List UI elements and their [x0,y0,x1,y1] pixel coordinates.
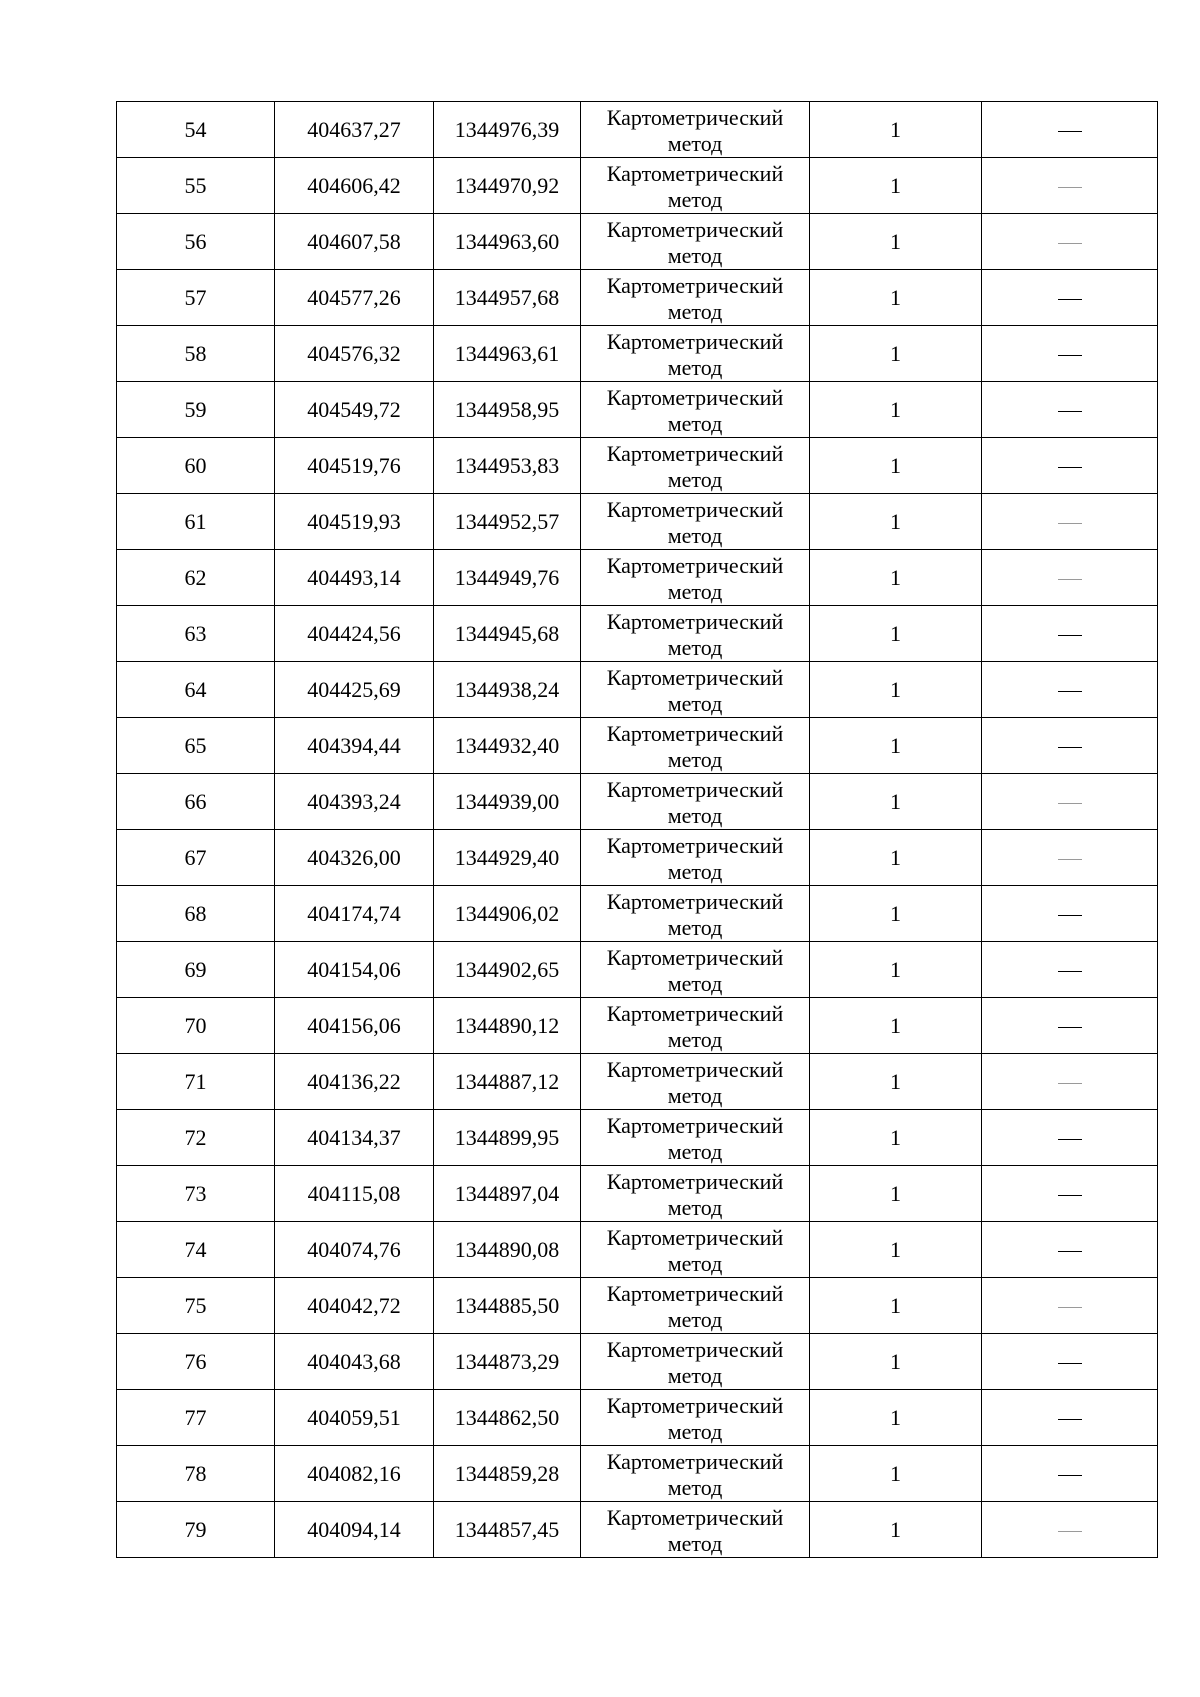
point-number-cell: 55 [117,158,275,214]
x-coordinate-cell: 404607,58 [275,214,434,270]
point-number-cell: 73 [117,1166,275,1222]
dash-mark [1058,467,1082,468]
x-coordinate-cell: 404074,76 [275,1222,434,1278]
dash-mark [1058,523,1082,524]
table-row [117,550,1158,606]
dash-mark [1058,1363,1082,1364]
accuracy-cell: 1 [810,326,982,382]
note-cell [982,942,1158,998]
note-cell [982,1502,1158,1558]
method-cell: Картометрический метод [581,1502,810,1558]
dash-mark [1058,915,1082,916]
accuracy-cell: 1 [810,886,982,942]
accuracy-cell: 1 [810,1334,982,1390]
method-cell: Картометрический метод [581,774,810,830]
dash-mark [1058,1083,1082,1084]
method-cell: Картометрический метод [581,718,810,774]
dash-mark [1058,1531,1082,1532]
note-cell [982,1390,1158,1446]
dash-mark [1058,299,1082,300]
note-cell [982,1166,1158,1222]
coordinates-table-body [117,102,1158,1558]
y-coordinate-cell: 1344963,61 [434,326,581,382]
note-cell [982,1054,1158,1110]
x-coordinate-cell: 404424,56 [275,606,434,662]
table-row [117,998,1158,1054]
y-coordinate-cell: 1344897,04 [434,1166,581,1222]
y-coordinate-cell: 1344929,40 [434,830,581,886]
method-cell: Картометрический метод [581,550,810,606]
dash-mark [1058,355,1082,356]
dash-mark [1058,691,1082,692]
accuracy-cell: 1 [810,158,982,214]
table-row [117,1054,1158,1110]
method-cell: Картометрический метод [581,1390,810,1446]
table-row [117,1502,1158,1558]
note-cell [982,270,1158,326]
point-number-cell: 69 [117,942,275,998]
note-cell [982,998,1158,1054]
y-coordinate-cell: 1344906,02 [434,886,581,942]
accuracy-cell: 1 [810,438,982,494]
method-cell: Картометрический метод [581,1054,810,1110]
dash-mark [1058,747,1082,748]
accuracy-cell: 1 [810,774,982,830]
method-cell: Картометрический метод [581,270,810,326]
method-cell: Картометрический метод [581,1166,810,1222]
point-number-cell: 56 [117,214,275,270]
table-row [117,382,1158,438]
x-coordinate-cell: 404136,22 [275,1054,434,1110]
point-number-cell: 72 [117,1110,275,1166]
x-coordinate-cell: 404042,72 [275,1278,434,1334]
y-coordinate-cell: 1344963,60 [434,214,581,270]
accuracy-cell: 1 [810,102,982,158]
x-coordinate-cell: 404576,32 [275,326,434,382]
x-coordinate-cell: 404156,06 [275,998,434,1054]
y-coordinate-cell: 1344932,40 [434,718,581,774]
y-coordinate-cell: 1344873,29 [434,1334,581,1390]
table-row [117,1222,1158,1278]
y-coordinate-cell: 1344938,24 [434,662,581,718]
method-cell: Картометрический метод [581,102,810,158]
y-coordinate-cell: 1344890,08 [434,1222,581,1278]
y-coordinate-cell: 1344902,65 [434,942,581,998]
x-coordinate-cell: 404094,14 [275,1502,434,1558]
y-coordinate-cell: 1344939,00 [434,774,581,830]
table-row [117,1390,1158,1446]
y-coordinate-cell: 1344857,45 [434,1502,581,1558]
x-coordinate-cell: 404134,37 [275,1110,434,1166]
table-row [117,942,1158,998]
y-coordinate-cell: 1344952,57 [434,494,581,550]
x-coordinate-cell: 404519,93 [275,494,434,550]
dash-mark [1058,187,1082,188]
method-cell: Картометрический метод [581,1110,810,1166]
accuracy-cell: 1 [810,270,982,326]
table-row [117,326,1158,382]
accuracy-cell: 1 [810,830,982,886]
method-cell: Картометрический метод [581,494,810,550]
x-coordinate-cell: 404043,68 [275,1334,434,1390]
y-coordinate-cell: 1344958,95 [434,382,581,438]
table-row [117,830,1158,886]
note-cell [982,1334,1158,1390]
x-coordinate-cell: 404326,00 [275,830,434,886]
accuracy-cell: 1 [810,1110,982,1166]
method-cell: Картометрический метод [581,382,810,438]
note-cell [982,606,1158,662]
point-number-cell: 75 [117,1278,275,1334]
method-cell: Картометрический метод [581,438,810,494]
dash-mark [1058,1139,1082,1140]
accuracy-cell: 1 [810,494,982,550]
y-coordinate-cell: 1344890,12 [434,998,581,1054]
note-cell [982,662,1158,718]
note-cell [982,102,1158,158]
method-cell: Картометрический метод [581,1222,810,1278]
y-coordinate-cell: 1344957,68 [434,270,581,326]
dash-mark [1058,859,1082,860]
point-number-cell: 71 [117,1054,275,1110]
table-row [117,494,1158,550]
method-cell: Картометрический метод [581,158,810,214]
table-row [117,886,1158,942]
accuracy-cell: 1 [810,1054,982,1110]
point-number-cell: 74 [117,1222,275,1278]
dash-mark [1058,1475,1082,1476]
point-number-cell: 58 [117,326,275,382]
accuracy-cell: 1 [810,1278,982,1334]
accuracy-cell: 1 [810,1446,982,1502]
note-cell [982,1278,1158,1334]
table-row [117,158,1158,214]
x-coordinate-cell: 404059,51 [275,1390,434,1446]
table-row [117,214,1158,270]
x-coordinate-cell: 404082,16 [275,1446,434,1502]
x-coordinate-cell: 404154,06 [275,942,434,998]
point-number-cell: 66 [117,774,275,830]
table-row [117,662,1158,718]
dash-mark [1058,635,1082,636]
note-cell [982,886,1158,942]
table-row [117,718,1158,774]
accuracy-cell: 1 [810,1222,982,1278]
y-coordinate-cell: 1344887,12 [434,1054,581,1110]
note-cell [982,718,1158,774]
point-number-cell: 76 [117,1334,275,1390]
accuracy-cell: 1 [810,718,982,774]
y-coordinate-cell: 1344885,50 [434,1278,581,1334]
note-cell [982,158,1158,214]
coordinates-table [116,101,1158,1558]
table-row [117,774,1158,830]
x-coordinate-cell: 404425,69 [275,662,434,718]
note-cell [982,494,1158,550]
dash-mark [1058,1195,1082,1196]
accuracy-cell: 1 [810,214,982,270]
point-number-cell: 54 [117,102,275,158]
dash-mark [1058,803,1082,804]
point-number-cell: 60 [117,438,275,494]
x-coordinate-cell: 404549,72 [275,382,434,438]
note-cell [982,830,1158,886]
accuracy-cell: 1 [810,382,982,438]
accuracy-cell: 1 [810,998,982,1054]
table-row [117,102,1158,158]
method-cell: Картометрический метод [581,998,810,1054]
dash-mark [1058,411,1082,412]
y-coordinate-cell: 1344859,28 [434,1446,581,1502]
y-coordinate-cell: 1344862,50 [434,1390,581,1446]
dash-mark [1058,243,1082,244]
dash-mark [1058,1307,1082,1308]
point-number-cell: 61 [117,494,275,550]
y-coordinate-cell: 1344899,95 [434,1110,581,1166]
point-number-cell: 65 [117,718,275,774]
method-cell: Картометрический метод [581,606,810,662]
dash-mark [1058,1419,1082,1420]
point-number-cell: 68 [117,886,275,942]
point-number-cell: 77 [117,1390,275,1446]
accuracy-cell: 1 [810,1166,982,1222]
y-coordinate-cell: 1344945,68 [434,606,581,662]
point-number-cell: 67 [117,830,275,886]
table-row [117,1334,1158,1390]
note-cell [982,382,1158,438]
note-cell [982,774,1158,830]
x-coordinate-cell: 404493,14 [275,550,434,606]
method-cell: Картометрический метод [581,942,810,998]
y-coordinate-cell: 1344976,39 [434,102,581,158]
method-cell: Картометрический метод [581,886,810,942]
method-cell: Картометрический метод [581,326,810,382]
point-number-cell: 57 [117,270,275,326]
method-cell: Картометрический метод [581,830,810,886]
table-row [117,1110,1158,1166]
method-cell: Картометрический метод [581,662,810,718]
point-number-cell: 70 [117,998,275,1054]
dash-mark [1058,1027,1082,1028]
dash-mark [1058,131,1082,132]
note-cell [982,438,1158,494]
method-cell: Картометрический метод [581,214,810,270]
accuracy-cell: 1 [810,606,982,662]
x-coordinate-cell: 404519,76 [275,438,434,494]
x-coordinate-cell: 404606,42 [275,158,434,214]
table-row [117,1166,1158,1222]
dash-mark [1058,579,1082,580]
accuracy-cell: 1 [810,1502,982,1558]
method-cell: Картометрический метод [581,1446,810,1502]
table-row [117,1446,1158,1502]
table-row [117,1278,1158,1334]
table-row [117,438,1158,494]
note-cell [982,214,1158,270]
method-cell: Картометрический метод [581,1334,810,1390]
note-cell [982,1110,1158,1166]
point-number-cell: 63 [117,606,275,662]
method-cell: Картометрический метод [581,1278,810,1334]
accuracy-cell: 1 [810,550,982,606]
point-number-cell: 64 [117,662,275,718]
accuracy-cell: 1 [810,942,982,998]
note-cell [982,550,1158,606]
x-coordinate-cell: 404393,24 [275,774,434,830]
dash-mark [1058,1251,1082,1252]
x-coordinate-cell: 404637,27 [275,102,434,158]
y-coordinate-cell: 1344970,92 [434,158,581,214]
accuracy-cell: 1 [810,1390,982,1446]
point-number-cell: 59 [117,382,275,438]
point-number-cell: 78 [117,1446,275,1502]
note-cell [982,1446,1158,1502]
point-number-cell: 62 [117,550,275,606]
point-number-cell: 79 [117,1502,275,1558]
x-coordinate-cell: 404115,08 [275,1166,434,1222]
y-coordinate-cell: 1344953,83 [434,438,581,494]
note-cell [982,1222,1158,1278]
accuracy-cell: 1 [810,662,982,718]
x-coordinate-cell: 404577,26 [275,270,434,326]
table-row [117,270,1158,326]
x-coordinate-cell: 404174,74 [275,886,434,942]
note-cell [982,326,1158,382]
x-coordinate-cell: 404394,44 [275,718,434,774]
y-coordinate-cell: 1344949,76 [434,550,581,606]
dash-mark [1058,971,1082,972]
table-row [117,606,1158,662]
